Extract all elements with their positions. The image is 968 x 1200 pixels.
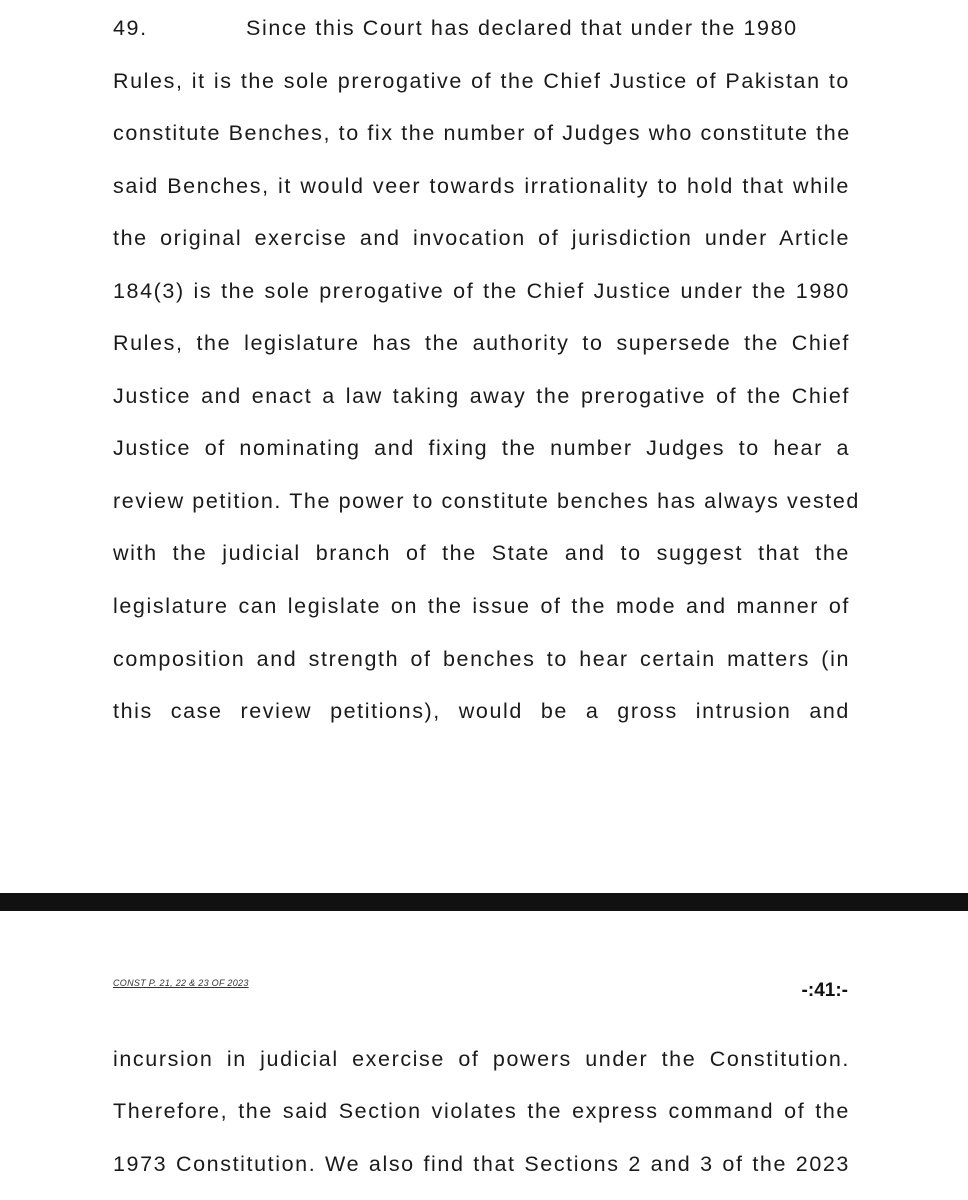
paragraph-line: Justice of nominating and fixing the number Judges to hear a bbox=[113, 436, 850, 460]
case-header-caption: CONST P. 21, 22 & 23 OF 2023 bbox=[113, 978, 249, 988]
paragraph-line: constitute Benches, to fix the number of Judges who constitute the bbox=[113, 121, 851, 145]
paragraph-line: said Benches, it would veer towards irrationality to hold that while bbox=[113, 174, 850, 198]
paragraph-line: Rules, it is the sole prerogative of the Chief Justice of Pakistan to bbox=[113, 69, 850, 93]
paragraph-line: with the judicial branch of the State and to suggest that the bbox=[113, 541, 850, 565]
paragraph-line: Rules, the legislature has the authority to supersede the Chief bbox=[113, 331, 850, 355]
paragraph-line: incursion in judicial exercise of powers under the Constitution. bbox=[113, 1047, 850, 1071]
paragraph-line: the original exercise and invocation of jurisdiction under Article bbox=[113, 226, 850, 250]
paragraph-line: composition and strength of benches to hear certain matters (in bbox=[113, 647, 850, 671]
paragraph-number: 49. bbox=[113, 16, 148, 40]
paragraph-line: Justice and enact a law taking away the prerogative of the Chief bbox=[113, 384, 850, 408]
paragraph-line: 1973 Constitution. We also find that Sections 2 and 3 of the 2023 bbox=[113, 1152, 850, 1176]
paragraph-line: legislature can legislate on the issue of the mode and manner of bbox=[113, 594, 850, 618]
paragraph-line: this case review petitions), would be a gross intrusion and bbox=[113, 699, 850, 723]
paragraph-line-text: Since this Court has declared that under the 1980 bbox=[246, 16, 798, 40]
paragraph-first-line bbox=[113, 14, 850, 42]
paragraph-line: Therefore, the said Section violates the express command of the bbox=[113, 1099, 850, 1123]
page-break-divider bbox=[0, 893, 968, 911]
paragraph-line: 184(3) is the sole prerogative of the Chief Justice under the 1980 bbox=[113, 279, 850, 303]
page-number: -:41:- bbox=[801, 980, 848, 1001]
paragraph-line: review petition. The power to constitute benches has always vested bbox=[113, 489, 860, 513]
